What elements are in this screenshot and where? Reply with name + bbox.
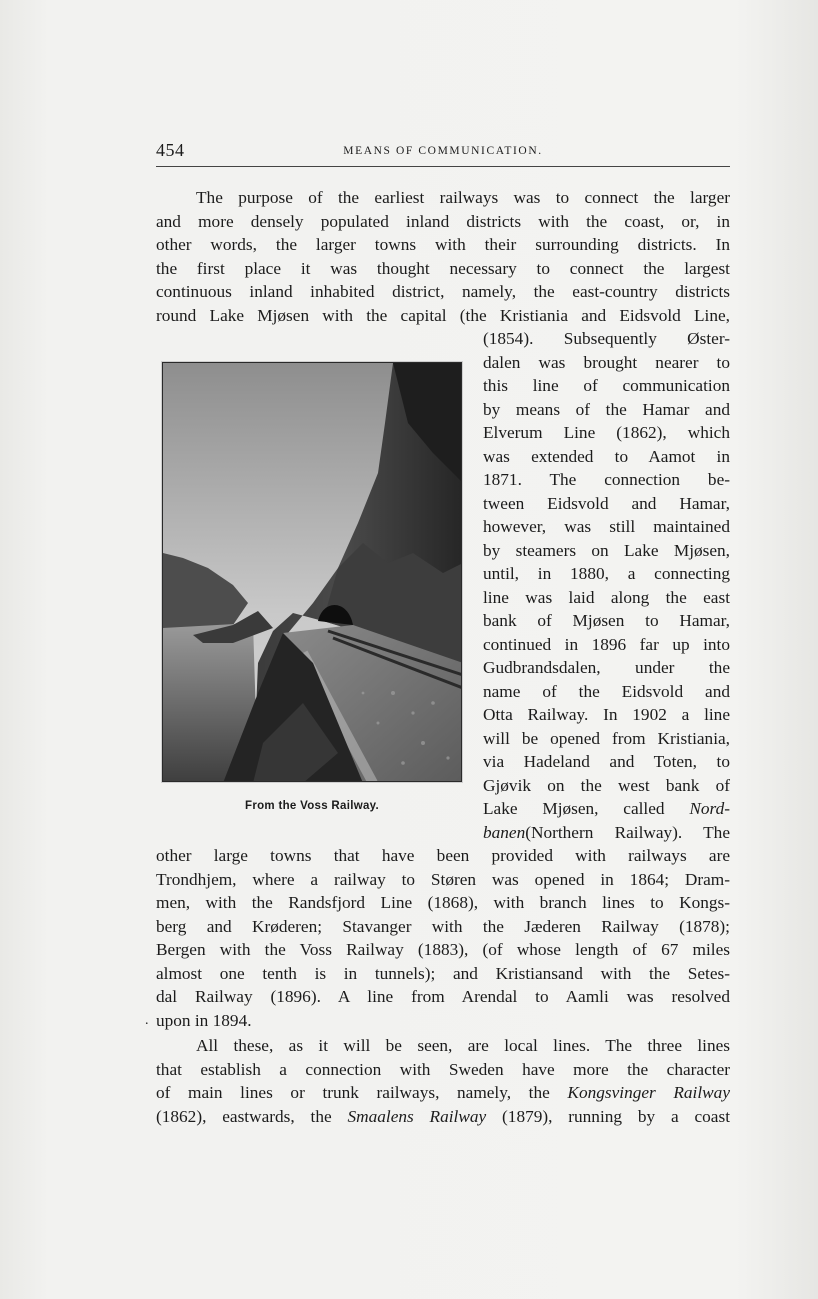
- text-fragment: (1862), eastwards, the: [156, 1106, 332, 1126]
- text-line: however, was still maintained: [483, 517, 730, 536]
- text-line: men, with the Randsfjord Line (1868), with branch lines to Kongs-: [156, 893, 730, 912]
- text-line: Elverum Line (1862), which: [483, 423, 730, 442]
- margin-mark: .: [145, 1013, 149, 1028]
- text-line: by means of the Hamar and: [483, 399, 730, 419]
- text-line: the first place it was thought necessary to connect the largest: [156, 258, 730, 278]
- text-line: that establish a connection with Sweden have more the character: [156, 1059, 730, 1079]
- running-title: MEANS OF COMMUNICATION.: [343, 145, 543, 157]
- text-line: Gjøvik on the west bank of: [483, 775, 730, 795]
- page-number: 454: [156, 140, 185, 160]
- text-line: will be opened from Kristiania,: [483, 728, 730, 748]
- italic-term: banen: [483, 822, 526, 842]
- text-line: round Lake Mjøsen with the capital (the Kristiania and Eidsvold Line,: [156, 305, 730, 325]
- text-line: bank of Mjøsen to Hamar,: [483, 611, 730, 630]
- text-line: name of the Eidsvold and: [483, 681, 730, 701]
- text-line: Trondhjem, where a railway to Støren was opened in 1864; Dram-: [156, 869, 730, 889]
- text-line: almost one tenth is in tunnels); and Kristiansand with the Setes-: [156, 963, 730, 983]
- text-fragment: of main lines or trunk railways, namely, the: [156, 1083, 550, 1102]
- italic-term: Smaalens Railway: [347, 1106, 487, 1126]
- text-line: upon in 1894.: [156, 1010, 252, 1030]
- text-line: other words, the larger towns with their surrounding districts. In: [156, 235, 730, 254]
- text-line: dal Railway (1896). A line from Arendal to Aamli was resolved: [156, 987, 730, 1006]
- text-line: Gudbrandsdalen, under the: [483, 658, 730, 677]
- text-line: Bergen with the Voss Railway (1883), (of whose length of 67 miles: [156, 940, 730, 959]
- text-line: via Hadeland and Toten, to: [483, 752, 730, 771]
- text-line: and more densely populated inland districts with the coast, or, in: [156, 211, 730, 231]
- text-line: dalen was brought nearer to: [483, 352, 730, 372]
- text-line: 1871. The connection be-: [483, 470, 730, 489]
- text-line: All these, as it will be seen, are local lines. The three lines: [196, 1036, 730, 1055]
- text-line: continuous inland inhabited district, namely, the east-country districts: [156, 282, 730, 301]
- text-line: this line of communication: [483, 376, 730, 395]
- text-line: [156, 1105, 730, 1129]
- figure-caption: From the Voss Railway.: [245, 800, 379, 812]
- text-line: (1854). Subsequently Øster-: [483, 329, 730, 348]
- text-line: tween Eidsvold and Hamar,: [483, 493, 730, 513]
- text-line: continued in 1896 far up into: [483, 634, 730, 654]
- text-line: [483, 821, 730, 845]
- text-line: The purpose of the earliest railways was to connect the larger: [196, 188, 730, 207]
- text-line: was extended to Aamot in: [483, 446, 730, 466]
- text-line: [483, 797, 730, 821]
- text-line: [156, 1081, 730, 1105]
- text-line: until, in 1880, a connecting: [483, 564, 730, 583]
- text-line: berg and Krøderen; Stavanger with the Jæderen Railway (1878);: [156, 916, 730, 936]
- text-line: by steamers on Lake Mjøsen,: [483, 540, 730, 560]
- running-head: [156, 140, 730, 167]
- text-fragment: (Northern Railway). The: [525, 822, 730, 842]
- text-line: other large towns that have been provided with railways are: [156, 846, 730, 865]
- italic-term: Kongsvinger Railway: [567, 1083, 730, 1102]
- text-line: line was laid along the east: [483, 587, 730, 607]
- text-fragment: (1879), running by a coast: [502, 1106, 730, 1126]
- voss-railway-photo: [162, 362, 462, 782]
- text-fragment: Lake Mjøsen, called: [483, 799, 665, 818]
- text-line: Otta Railway. In 1902 a line: [483, 705, 730, 724]
- italic-term: Nord-: [689, 799, 730, 818]
